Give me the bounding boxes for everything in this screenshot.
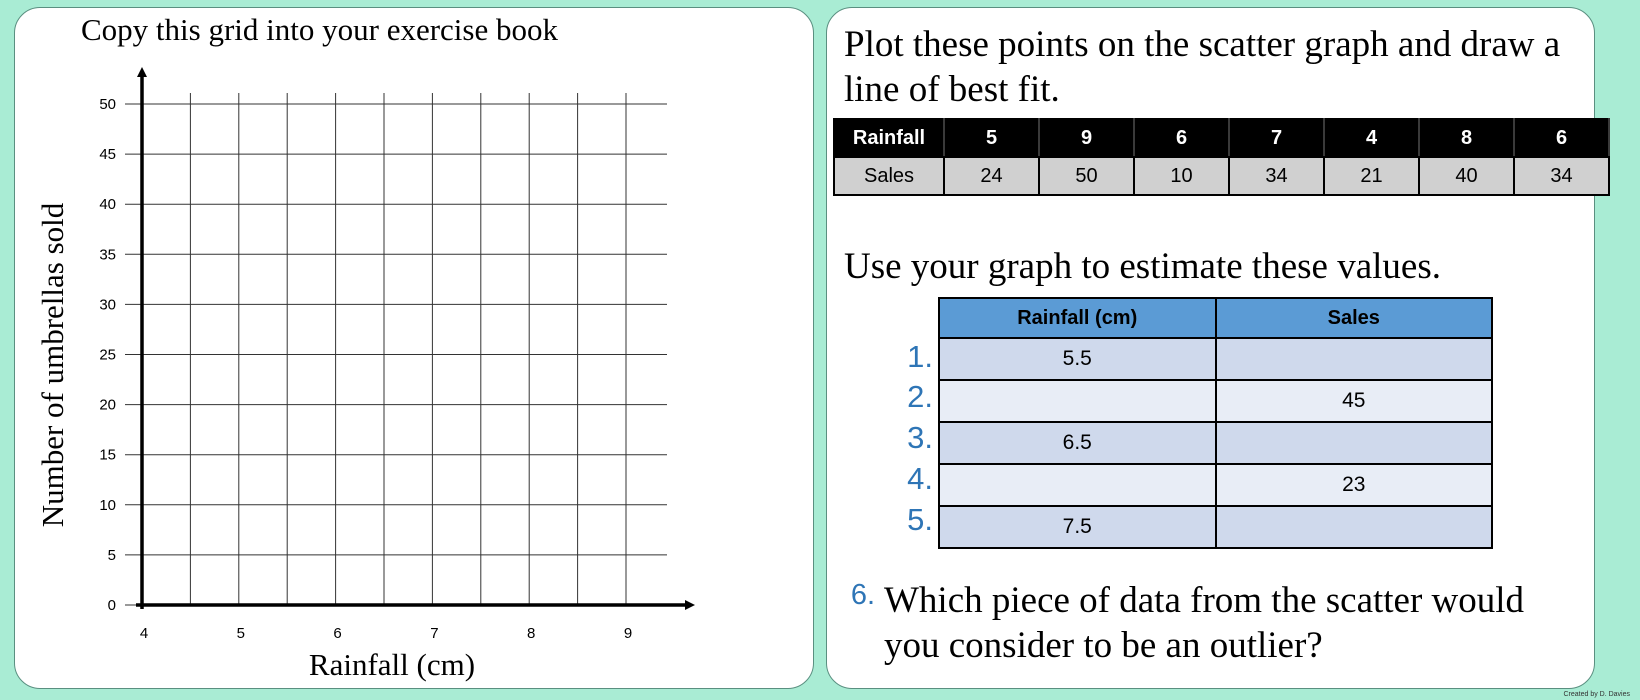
rainfall-cell: 6 [1514,119,1609,157]
data-table [833,118,1610,196]
estimate-prompt: Use your graph to estimate these values. [844,246,1441,287]
grid-panel [14,7,814,689]
rainfall-cell: 6 [1134,119,1229,157]
y-tick-label: 20 [99,396,116,414]
x-tick-label: 5 [236,625,245,642]
rainfall-cell: 8 [1419,119,1514,157]
y-tick-label: 10 [99,496,116,514]
plot-instruction: Plot these points on the scatter graph and draw a line of best fit. [844,24,1561,110]
y-tick-label: 50 [99,96,116,113]
question-number: 4. [907,461,933,496]
question-6-number: 6. [850,579,875,611]
estimate-row [939,380,1492,422]
y-tick-label: 5 [107,546,116,564]
rainfall-cell: 4 [1324,119,1419,157]
question-number: 2. [907,379,933,414]
estimate-rainfall-cell[interactable] [939,464,1216,506]
estimate-rainfall-cell[interactable]: 5.5 [939,338,1216,380]
rainfall-row-label: Rainfall [834,119,944,157]
estimate-rainfall-cell[interactable]: 6.5 [939,422,1216,464]
sales-cell: 21 [1324,157,1419,195]
rainfall-cell: 5 [944,119,1039,157]
sales-row [834,157,1609,195]
question-number: 5. [907,502,933,537]
scatter-grid [15,8,815,690]
question-number: 3. [907,420,933,455]
estimate-col-rainfall: Rainfall (cm) [939,298,1216,338]
estimate-sales-cell[interactable] [1216,506,1493,548]
y-axis-title: Number of umbrellas sold [35,202,70,528]
x-tick-label: 9 [623,625,633,642]
question-6-text: Which piece of data from the scatter would you consider to be an outlier? [884,580,1525,666]
estimate-sales-cell[interactable] [1216,422,1493,464]
credit-text: Created by D. Davies [1563,691,1630,698]
copy-grid-instruction: Copy this grid into your exercise book [81,12,558,47]
rainfall-cell: 9 [1039,119,1134,157]
x-tick-label: 8 [527,625,536,642]
estimate-row [939,464,1492,506]
estimate-table [938,297,1493,549]
questions-panel [826,7,1595,689]
x-axis-title: Rainfall (cm) [308,647,476,682]
estimate-sales-cell[interactable]: 45 [1216,380,1493,422]
x-tick-label: 4 [139,625,149,642]
sales-row-label: Sales [834,157,944,195]
estimate-row [939,422,1492,464]
sales-cell: 50 [1039,157,1134,195]
y-tick-label: 25 [99,346,116,364]
estimate-sales-cell[interactable]: 23 [1216,464,1493,506]
x-tick-label: 6 [333,625,342,642]
estimate-rainfall-cell[interactable]: 7.5 [939,506,1216,548]
y-tick-label: 0 [107,597,116,614]
y-tick-label: 30 [99,296,116,314]
question-number: 1. [907,339,933,374]
sales-cell: 40 [1419,157,1514,195]
x-tick-label: 7 [430,625,439,642]
rainfall-cell: 7 [1229,119,1324,157]
estimate-row [939,338,1492,380]
estimate-col-sales: Sales [1216,298,1493,338]
sales-cell: 34 [1229,157,1324,195]
sales-cell: 24 [944,157,1039,195]
estimate-rainfall-cell[interactable] [939,380,1216,422]
sales-cell: 34 [1514,157,1609,195]
rainfall-row [834,119,1609,157]
sales-cell: 10 [1134,157,1229,195]
y-tick-label: 45 [99,146,116,164]
estimate-row [939,506,1492,548]
estimate-sales-cell[interactable] [1216,338,1493,380]
y-tick-label: 15 [99,446,116,464]
y-tick-label: 40 [99,196,116,214]
y-tick-label: 35 [99,246,116,264]
